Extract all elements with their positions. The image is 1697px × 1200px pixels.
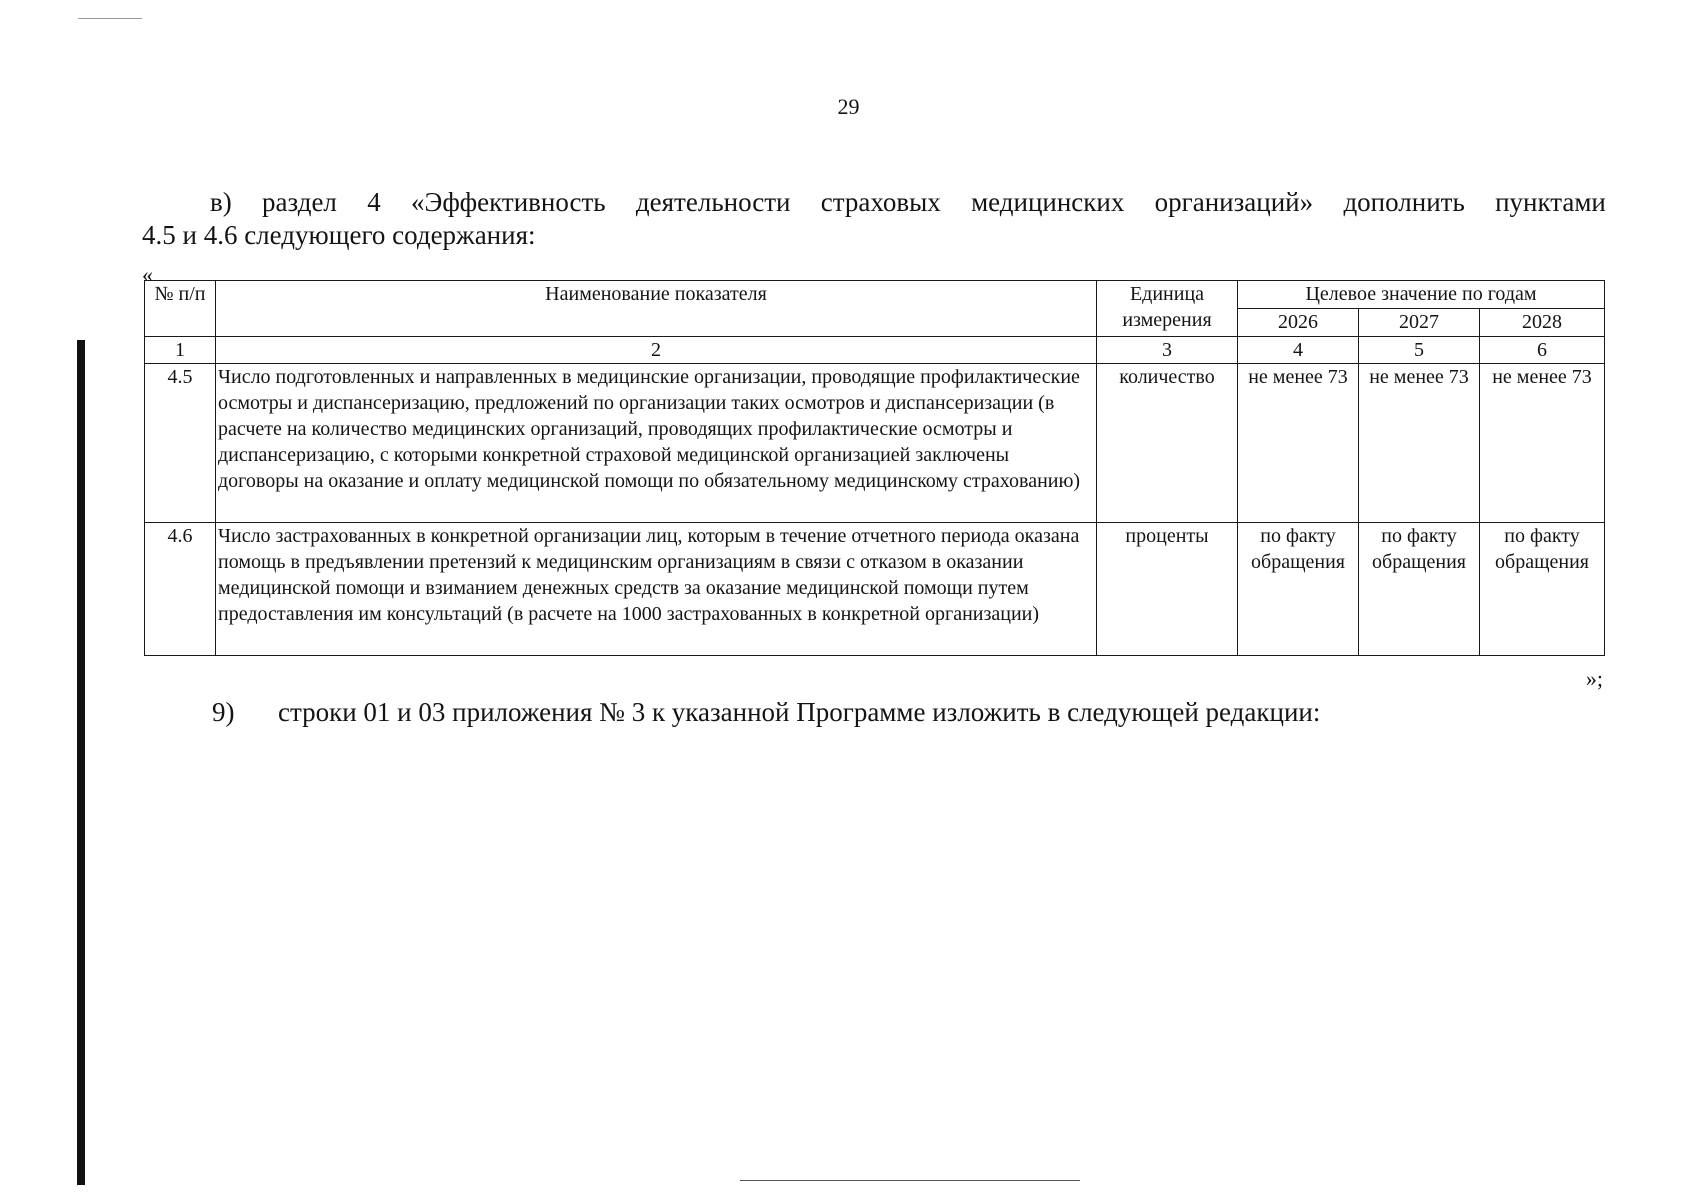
table-header-row xyxy=(145,281,1605,309)
table-row xyxy=(145,364,1605,523)
row-num: 4.6 xyxy=(145,523,216,656)
header-year: 2026 xyxy=(1238,309,1359,337)
header-num: № п/п xyxy=(145,281,216,337)
close-quote: »; xyxy=(1585,666,1603,691)
word: раздел xyxy=(262,187,337,217)
word: в) xyxy=(210,187,232,217)
word: деятельности xyxy=(635,187,791,217)
word: дополнить xyxy=(1343,187,1465,217)
table-row xyxy=(145,523,1605,656)
row-unit: проценты xyxy=(1097,523,1238,656)
column-number: 2 xyxy=(216,337,1097,364)
paragraph-v xyxy=(142,186,1606,252)
row-value: по факту обращения xyxy=(1359,523,1480,656)
word: организаций» xyxy=(1154,187,1314,217)
paragraph-v-line1 xyxy=(142,186,1606,219)
open-quote: « xyxy=(142,262,153,287)
word: страховых xyxy=(820,187,941,217)
row-unit: количество xyxy=(1097,364,1238,523)
word: 4 xyxy=(367,187,381,217)
word: «Эффективность xyxy=(411,187,606,217)
row-num: 4.5 xyxy=(145,364,216,523)
row-name: Число подготовленных и направленных в медицинские организации, проводящие профилактические осмотры и диспансеризацию, предложений по организации таких осмотров и диспансеризации (в расчете на количество медицинских организаций, проводящих профилактические осмотры и диспансеризацию, с которыми конкретной страховой медицинской организацией заключены договоры на оказание и оплату медицинской помощи по обязательному медицинскому страхованию) xyxy=(216,364,1097,523)
paragraph-9-number: 9) xyxy=(212,697,235,727)
indicators-table xyxy=(144,280,1605,656)
page-number: 29 xyxy=(837,94,860,119)
header-year: 2027 xyxy=(1359,309,1480,337)
header-unit: Единица измерения xyxy=(1097,281,1238,337)
word: пунктами xyxy=(1495,187,1606,217)
column-number: 6 xyxy=(1480,337,1605,364)
column-numbers-row xyxy=(145,337,1605,364)
column-number: 3 xyxy=(1097,337,1238,364)
row-value: не менее 73 xyxy=(1359,364,1480,523)
header-name: Наименование показателя xyxy=(216,281,1097,337)
row-value: по факту обращения xyxy=(1238,523,1359,656)
scan-binding-edge xyxy=(77,340,85,1185)
row-name: Число застрахованных в конкретной организации лиц, которым в течение отчетного периода оказана помощь в предъявлении претензий к медицинским организациям в связи с отказом в оказании медицинской помощи и взиманием денежных средств за оказание медицинской помощи путем предоставления им консультаций (в расчете на 1000 застрахованных в конкретной организации) xyxy=(216,523,1097,656)
column-number: 4 xyxy=(1238,337,1359,364)
row-value: не менее 73 xyxy=(1238,364,1359,523)
word: медицинских xyxy=(971,187,1125,217)
scan-mark-top xyxy=(78,18,142,19)
paragraph-9 xyxy=(212,696,1602,729)
scan-line-bottom xyxy=(740,1180,1080,1181)
paragraph-v-line2: 4.5 и 4.6 следующего содержания: xyxy=(142,220,536,250)
header-year: 2028 xyxy=(1480,309,1605,337)
header-target: Целевое значение по годам xyxy=(1238,281,1605,309)
column-number: 5 xyxy=(1359,337,1480,364)
column-number: 1 xyxy=(145,337,216,364)
row-value: не менее 73 xyxy=(1480,364,1605,523)
paragraph-9-text: строки 01 и 03 приложения № 3 к указанной Программе изложить в следующей редакции: xyxy=(278,697,1321,727)
row-value: по факту обращения xyxy=(1480,523,1605,656)
